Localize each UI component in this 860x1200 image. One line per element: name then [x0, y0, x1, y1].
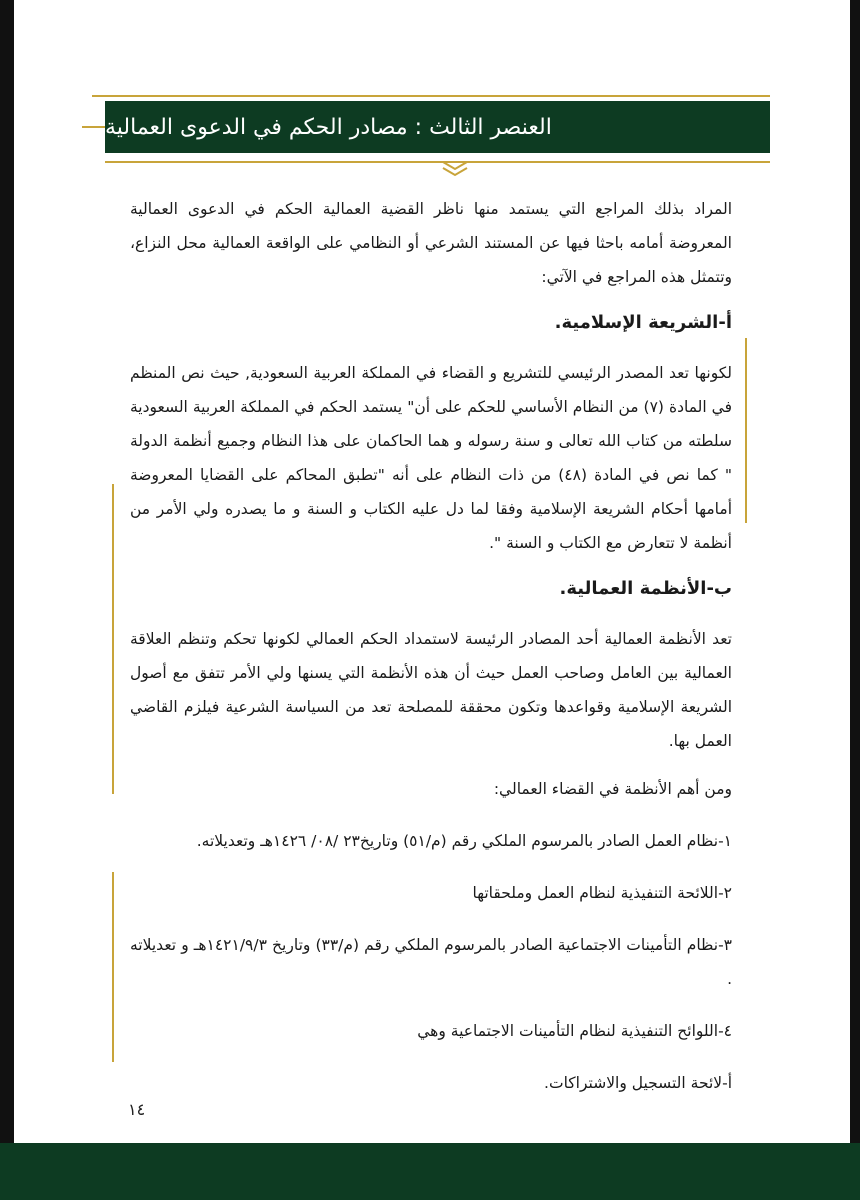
main-content — [130, 192, 732, 1118]
page-edge-right — [850, 0, 860, 1200]
footer-band — [0, 1143, 860, 1200]
gold-rule-bottom — [105, 161, 770, 163]
gold-margin-line-2 — [112, 484, 114, 794]
list-item: أ-لائحة التسجيل والاشتراكات. — [544, 1074, 732, 1092]
section-a-heading: أ-الشريعة الإسلامية. — [554, 312, 732, 333]
section-a-body: لكونها تعد المصدر الرئيسي للتشريع و القضاء في المملكة العربية السعودية, حيث نص المنظم في المادة (٧) من النظام الأساسي للحكم على أن" يستمد الحكم في المملكة العربية السعودية سلطته من كتاب الله تعالى و سنة رسوله و هما الحاكمان على هذا النظام وجميع أنظمة الدولة " كما نص في المادة (٤٨) من ذات النظام على أنه "تطبق المحاكم على القضايا المعروضة أمامها أحكام الشريعة الإسلامية وفقا لما دل عليه الكتاب و السنة و ما يصدره ولي الأمر من أنظمة لا تتعارض مع الكتاب و السنة ". — [130, 364, 732, 552]
gold-margin-line-1 — [745, 338, 747, 523]
page-edge-left — [0, 0, 14, 1200]
list-intro: ومن أهم الأنظمة في القضاء العمالي: — [493, 780, 732, 798]
list-item: ٤-اللوائح التنفيذية لنظام التأمينات الاجتماعية وهي — [417, 1022, 732, 1040]
section-title-bar — [105, 101, 770, 153]
gold-rule-top — [92, 95, 770, 97]
chevron-down-icon — [440, 158, 470, 180]
page-number: ١٤ — [128, 1100, 146, 1119]
list-item: ١-نظام العمل الصادر بالمرسوم الملكي رقم (م/٥١) وتاريخ٢٣ /٠٨/ ١٤٢٦هـ وتعديلاته. — [196, 832, 732, 850]
intro-paragraph: المراد بذلك المراجع التي يستمد منها ناظر القضية العمالية الحكم في الدعوى العمالية المعروضة أمامه باحثا فيها عن المستند الشرعي أو النظامي على الواقعة العمالية محل النزاع، وتتمثل هذه المراجع في الآتي: — [130, 200, 732, 286]
section-b-heading: ب-الأنظمة العمالية. — [559, 578, 732, 599]
list-item: ٣-نظام التأمينات الاجتماعية الصادر بالمرسوم الملكي رقم (م/٣٣) وتاريخ ١٤٢١/٩/٣هـ و تعديلاته . — [130, 936, 732, 988]
section-title: العنصر الثالث : مصادر الحكم في الدعوى العمالية — [105, 114, 552, 140]
list-item: ٢-اللائحة التنفيذية لنظام العمل وملحقاتها — [472, 884, 732, 902]
gold-margin-line-3 — [112, 872, 114, 1062]
section-b-body: تعد الأنظمة العمالية أحد المصادر الرئيسة لاستمداد الحكم العمالي لكونها تحكم وتنظم العلاقة العمالية بين العامل وصاحب العمل حيث أن هذه الأنظمة التي يسنها ولي الأمر تتفق مع أصول الشريعة الإسلامية وقواعدها وتكون محققة للمصلحة تعد من السياسة الشرعية فيلزم القاضي العمل بها. — [130, 630, 732, 750]
